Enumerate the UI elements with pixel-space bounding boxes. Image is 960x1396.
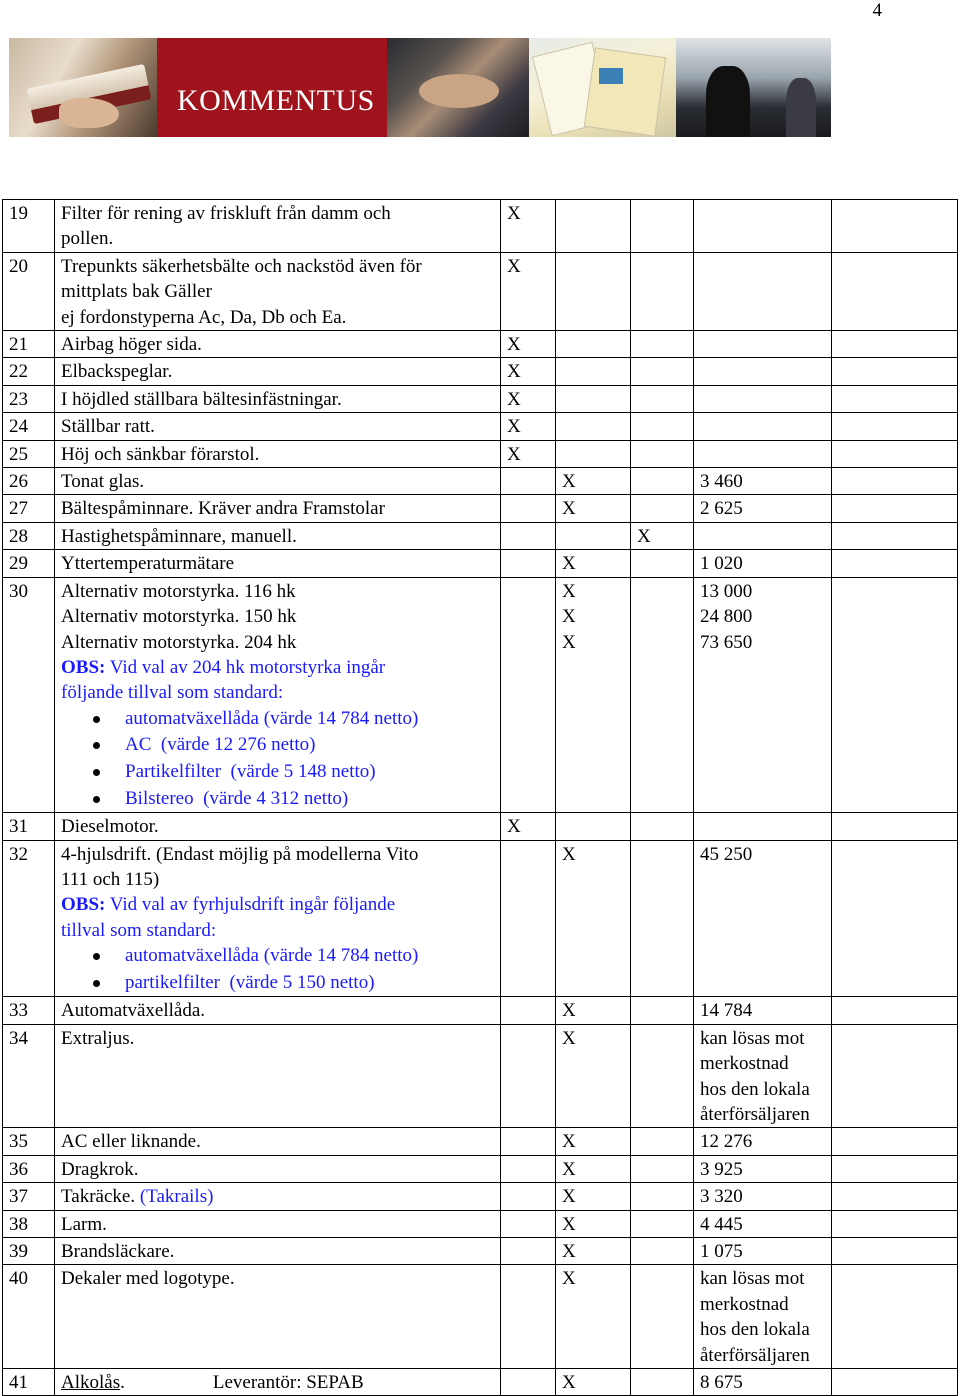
row-description bbox=[55, 522, 501, 549]
table-row bbox=[3, 495, 958, 522]
text-line bbox=[61, 1184, 500, 1209]
row-description bbox=[55, 358, 501, 385]
text-line: hos den lokala bbox=[700, 1078, 810, 1100]
row-price bbox=[694, 440, 832, 467]
row-number: 25 bbox=[3, 440, 55, 467]
mark-option: X bbox=[556, 495, 631, 522]
banner-photo-office bbox=[676, 38, 831, 137]
empty-cell bbox=[832, 1183, 958, 1210]
row-price bbox=[694, 813, 832, 840]
mark-other: X bbox=[631, 522, 694, 549]
text-line: 14 784 bbox=[700, 1000, 753, 1022]
table-row bbox=[3, 1237, 958, 1264]
empty-cell bbox=[832, 1128, 958, 1155]
row-price bbox=[694, 997, 832, 1024]
mark-standard bbox=[501, 522, 556, 549]
row-description bbox=[55, 1210, 501, 1237]
text-line: Dekaler med logotype. bbox=[61, 1268, 235, 1290]
table-row bbox=[3, 358, 958, 385]
row-description bbox=[55, 1369, 501, 1396]
row-price bbox=[694, 495, 832, 522]
mark-option: X bbox=[556, 468, 631, 495]
empty-cell bbox=[832, 1237, 958, 1264]
note-label: OBS: bbox=[61, 894, 106, 916]
list-item-text: AC (värde 12 276 netto) bbox=[125, 734, 316, 756]
text-line: X bbox=[562, 580, 576, 602]
text-line: Elbackspeglar. bbox=[61, 361, 173, 383]
bullet-icon bbox=[93, 742, 100, 749]
mark-standard bbox=[501, 577, 556, 812]
banner-photo-documents bbox=[529, 38, 676, 137]
list-item bbox=[61, 786, 500, 813]
row-price bbox=[694, 413, 832, 440]
empty-cell bbox=[832, 200, 958, 253]
empty-cell bbox=[832, 813, 958, 840]
brand-name: KOMMENTUS bbox=[177, 84, 375, 117]
row-price bbox=[694, 1369, 832, 1396]
mark-standard: X bbox=[501, 200, 556, 253]
mark-standard bbox=[501, 1369, 556, 1396]
list-item-text: Partikelfilter (värde 5 148 netto) bbox=[125, 760, 376, 782]
mark-other bbox=[631, 331, 694, 358]
text-line: ej fordonstyperna Ac, Da, Db och Ea. bbox=[61, 306, 347, 328]
text-line: Höj och sänkbar förarstol. bbox=[61, 443, 260, 465]
mark-option bbox=[556, 522, 631, 549]
row-number: 34 bbox=[3, 1024, 55, 1128]
row-number: 24 bbox=[3, 413, 55, 440]
mark-option bbox=[556, 200, 631, 253]
row-description bbox=[55, 1265, 501, 1369]
mark-option bbox=[556, 331, 631, 358]
list-item-text: partikelfilter (värde 5 150 netto) bbox=[125, 971, 375, 993]
row-price bbox=[694, 252, 832, 330]
page-number: 4 bbox=[872, 0, 882, 21]
row-number: 36 bbox=[3, 1155, 55, 1182]
table-row bbox=[3, 440, 958, 467]
row-number: 21 bbox=[3, 331, 55, 358]
empty-cell bbox=[832, 1024, 958, 1128]
mark-other bbox=[631, 1265, 694, 1369]
text-line: Yttertemperaturmätare bbox=[61, 553, 235, 575]
mark-other bbox=[631, 1155, 694, 1182]
text-line: hos den lokala bbox=[700, 1319, 810, 1341]
row-description bbox=[55, 840, 501, 997]
mark-option: X bbox=[556, 840, 631, 997]
mark-option bbox=[556, 358, 631, 385]
row-number: 32 bbox=[3, 840, 55, 997]
mark-standard: X bbox=[501, 385, 556, 412]
row-description bbox=[55, 468, 501, 495]
row-number: 37 bbox=[3, 1183, 55, 1210]
row-price bbox=[694, 1237, 832, 1264]
text-line: Bältespåminnare. Kräver andra Framstolar bbox=[61, 498, 385, 520]
empty-cell bbox=[832, 358, 958, 385]
options-table bbox=[2, 199, 958, 1396]
text-line: Alternativ motorstyrka. 204 hk bbox=[61, 631, 297, 653]
table-row bbox=[3, 331, 958, 358]
empty-cell bbox=[832, 522, 958, 549]
list-item bbox=[61, 706, 500, 733]
mark-other bbox=[631, 550, 694, 577]
empty-cell bbox=[832, 1155, 958, 1182]
mark-standard bbox=[501, 1210, 556, 1237]
text-line: 24 800 bbox=[700, 606, 753, 628]
mark-standard: X bbox=[501, 331, 556, 358]
text-line: 3 320 bbox=[700, 1186, 743, 1208]
row-number: 22 bbox=[3, 358, 55, 385]
table-row bbox=[3, 1369, 958, 1396]
mark-standard bbox=[501, 550, 556, 577]
item-punct: . bbox=[120, 1372, 125, 1393]
empty-cell bbox=[832, 577, 958, 812]
empty-cell bbox=[832, 1210, 958, 1237]
text-line: Dieselmotor. bbox=[61, 816, 159, 838]
mark-standard: X bbox=[501, 440, 556, 467]
text-line: 111 och 115) bbox=[61, 868, 160, 890]
mark-other bbox=[631, 1128, 694, 1155]
row-number: 31 bbox=[3, 813, 55, 840]
row-price bbox=[694, 840, 832, 997]
text-line: X bbox=[562, 631, 576, 653]
row-price bbox=[694, 1265, 832, 1369]
text-line: 8 675 bbox=[700, 1372, 743, 1393]
mark-other bbox=[631, 813, 694, 840]
brand-logo bbox=[157, 38, 387, 137]
text-line: återförsäljaren bbox=[700, 1103, 810, 1125]
mark-standard bbox=[501, 468, 556, 495]
text-line: Trepunkts säkerhetsbälte och nackstöd även för bbox=[61, 255, 422, 277]
text-line: Larm. bbox=[61, 1213, 107, 1235]
table-row bbox=[3, 1024, 958, 1128]
row-number: 20 bbox=[3, 252, 55, 330]
text-line: 1 075 bbox=[700, 1240, 743, 1262]
mark-option bbox=[556, 413, 631, 440]
table-row bbox=[3, 997, 958, 1024]
text-line: 3 460 bbox=[700, 471, 743, 493]
row-description bbox=[55, 440, 501, 467]
row-price bbox=[694, 331, 832, 358]
empty-cell bbox=[832, 440, 958, 467]
mark-other bbox=[631, 440, 694, 467]
mark-standard bbox=[501, 1024, 556, 1128]
item-note: (Takrails) bbox=[139, 1186, 214, 1208]
mark-option: X bbox=[556, 1210, 631, 1237]
mark-other bbox=[631, 252, 694, 330]
mark-other bbox=[631, 385, 694, 412]
row-description bbox=[55, 413, 501, 440]
included-options-list bbox=[61, 706, 500, 812]
list-item bbox=[61, 943, 500, 970]
text-line: kan lösas mot bbox=[700, 1268, 805, 1290]
list-item bbox=[61, 759, 500, 786]
bullet-icon bbox=[93, 796, 100, 803]
mark-option: X bbox=[556, 550, 631, 577]
mark-option: X bbox=[556, 997, 631, 1024]
text-line: 73 650 bbox=[700, 631, 753, 653]
row-price bbox=[694, 1155, 832, 1182]
text-line: Extraljus. bbox=[61, 1027, 135, 1049]
note-text: Vid val av 204 hk motorstyrka ingår bbox=[105, 656, 386, 678]
mark-other bbox=[631, 358, 694, 385]
text-line: 1 020 bbox=[700, 553, 743, 575]
list-item bbox=[61, 970, 500, 997]
text-line: Tonat glas. bbox=[61, 471, 145, 493]
empty-cell bbox=[832, 997, 958, 1024]
row-description bbox=[55, 495, 501, 522]
row-price bbox=[694, 1183, 832, 1210]
mark-other bbox=[631, 1369, 694, 1396]
mark-option: X bbox=[556, 1237, 631, 1264]
text-line: merkostnad bbox=[700, 1053, 789, 1075]
row-price bbox=[694, 522, 832, 549]
mark-standard: X bbox=[501, 813, 556, 840]
note-text: Vid val av fyrhjulsdrift ingår följande bbox=[105, 894, 396, 916]
table-row bbox=[3, 1128, 958, 1155]
mark-standard: X bbox=[501, 252, 556, 330]
mark-option: X bbox=[556, 1369, 631, 1396]
empty-cell bbox=[832, 331, 958, 358]
mark-option bbox=[556, 440, 631, 467]
included-options-list bbox=[61, 943, 500, 996]
mark-other bbox=[631, 840, 694, 997]
text-line: tillval som standard: bbox=[61, 919, 217, 941]
note-line bbox=[61, 655, 500, 680]
empty-cell bbox=[832, 550, 958, 577]
bullet-icon bbox=[93, 980, 100, 987]
text-line: 3 925 bbox=[700, 1158, 743, 1180]
row-price bbox=[694, 385, 832, 412]
table-row bbox=[3, 1183, 958, 1210]
row-number: 30 bbox=[3, 577, 55, 812]
text-line: 4-hjulsdrift. (Endast möjlig på modellerna Vito bbox=[61, 843, 419, 865]
mark-standard: X bbox=[501, 358, 556, 385]
row-number: 29 bbox=[3, 550, 55, 577]
row-description bbox=[55, 252, 501, 330]
item-link[interactable]: Alkolås bbox=[61, 1372, 121, 1393]
table-row bbox=[3, 840, 958, 997]
mark-standard bbox=[501, 1183, 556, 1210]
mark-other bbox=[631, 413, 694, 440]
mark-standard bbox=[501, 997, 556, 1024]
table-row bbox=[3, 413, 958, 440]
text-line: X bbox=[562, 606, 576, 628]
mark-other bbox=[631, 495, 694, 522]
row-number: 35 bbox=[3, 1128, 55, 1155]
row-description bbox=[55, 331, 501, 358]
table-row bbox=[3, 252, 958, 330]
row-price bbox=[694, 468, 832, 495]
bullet-icon bbox=[93, 769, 100, 776]
row-description bbox=[55, 1128, 501, 1155]
table-row bbox=[3, 550, 958, 577]
mark-standard bbox=[501, 1265, 556, 1369]
empty-cell bbox=[832, 252, 958, 330]
text-line: 2 625 bbox=[700, 498, 743, 520]
mark-other bbox=[631, 1210, 694, 1237]
row-number: 38 bbox=[3, 1210, 55, 1237]
row-price bbox=[694, 1024, 832, 1128]
mark-standard bbox=[501, 1128, 556, 1155]
mark-other bbox=[631, 1183, 694, 1210]
supplier-text: Leverantör: SEPAB bbox=[212, 1372, 364, 1393]
mark-option bbox=[556, 252, 631, 330]
mark-other bbox=[631, 200, 694, 253]
mark-option bbox=[556, 577, 631, 812]
text-line: 4 445 bbox=[700, 1213, 743, 1235]
mark-option bbox=[556, 813, 631, 840]
mark-option: X bbox=[556, 1155, 631, 1182]
mark-option: X bbox=[556, 1183, 631, 1210]
row-price bbox=[694, 358, 832, 385]
text-line: återförsäljaren bbox=[700, 1344, 810, 1366]
text-line bbox=[61, 1370, 500, 1395]
text-line: mittplats bak Gäller bbox=[61, 281, 212, 303]
empty-cell bbox=[832, 1265, 958, 1369]
text-line: Airbag höger sida. bbox=[61, 334, 202, 356]
row-price bbox=[694, 550, 832, 577]
row-number: 19 bbox=[3, 200, 55, 253]
text-line: följande tillval som standard: bbox=[61, 682, 284, 704]
row-number: 40 bbox=[3, 1265, 55, 1369]
empty-cell bbox=[832, 495, 958, 522]
bullet-icon bbox=[93, 953, 100, 960]
list-item-text: automatväxellåda (värde 14 784 netto) bbox=[125, 945, 419, 967]
row-description bbox=[55, 200, 501, 253]
mark-standard bbox=[501, 1155, 556, 1182]
table-row bbox=[3, 1265, 958, 1369]
row-description bbox=[55, 577, 501, 812]
text-line: 12 276 bbox=[700, 1131, 753, 1153]
row-price bbox=[694, 577, 832, 812]
row-description bbox=[55, 550, 501, 577]
list-item-text: automatväxellåda (värde 14 784 netto) bbox=[125, 707, 419, 729]
text-line: AC eller liknande. bbox=[61, 1131, 201, 1153]
table-row bbox=[3, 468, 958, 495]
mark-standard bbox=[501, 840, 556, 997]
row-price bbox=[694, 200, 832, 253]
mark-option: X bbox=[556, 1265, 631, 1369]
mark-other bbox=[631, 577, 694, 812]
text-line: Hastighetspåminnare, manuell. bbox=[61, 525, 297, 547]
bullet-icon bbox=[93, 716, 100, 723]
row-description bbox=[55, 997, 501, 1024]
row-description bbox=[55, 1237, 501, 1264]
text-line: pollen. bbox=[61, 228, 114, 250]
table-row bbox=[3, 577, 958, 812]
empty-cell bbox=[832, 413, 958, 440]
table-row bbox=[3, 522, 958, 549]
row-number: 39 bbox=[3, 1237, 55, 1264]
table-row bbox=[3, 385, 958, 412]
text-line: Alternativ motorstyrka. 116 hk bbox=[61, 580, 296, 602]
mark-other bbox=[631, 997, 694, 1024]
row-number: 28 bbox=[3, 522, 55, 549]
table-row bbox=[3, 1210, 958, 1237]
note-label: OBS: bbox=[61, 656, 106, 678]
row-price bbox=[694, 1128, 832, 1155]
text-line: I höjdled ställbara bältesinfästningar. bbox=[61, 388, 342, 410]
mark-option bbox=[556, 385, 631, 412]
banner-photo-book bbox=[9, 38, 157, 137]
row-description bbox=[55, 813, 501, 840]
table-row bbox=[3, 813, 958, 840]
empty-cell bbox=[832, 840, 958, 997]
text-line: Alternativ motorstyrka. 150 hk bbox=[61, 606, 297, 628]
list-item bbox=[61, 732, 500, 759]
text-line: Ställbar ratt. bbox=[61, 416, 155, 438]
banner-photo-handshake bbox=[387, 38, 529, 137]
row-price bbox=[694, 1210, 832, 1237]
table-row bbox=[3, 200, 958, 253]
row-description bbox=[55, 385, 501, 412]
row-number: 27 bbox=[3, 495, 55, 522]
mark-option: X bbox=[556, 1128, 631, 1155]
row-number: 33 bbox=[3, 997, 55, 1024]
text-line: Automatväxellåda. bbox=[61, 1000, 206, 1022]
text-line: merkostnad bbox=[700, 1293, 789, 1315]
list-item-text: Bilstereo (värde 4 312 netto) bbox=[125, 787, 349, 809]
mark-other bbox=[631, 1024, 694, 1128]
mark-standard: X bbox=[501, 413, 556, 440]
mark-other bbox=[631, 1237, 694, 1264]
mark-standard bbox=[501, 1237, 556, 1264]
table-row bbox=[3, 1155, 958, 1182]
note-line bbox=[61, 892, 500, 917]
text-line: 45 250 bbox=[700, 843, 753, 865]
row-description bbox=[55, 1183, 501, 1210]
text-line: Dragkrok. bbox=[61, 1158, 139, 1180]
row-number: 23 bbox=[3, 385, 55, 412]
header-banner bbox=[9, 38, 831, 137]
text-line: kan lösas mot bbox=[700, 1027, 805, 1049]
row-number: 41 bbox=[3, 1369, 55, 1396]
row-description bbox=[55, 1024, 501, 1128]
row-description bbox=[55, 1155, 501, 1182]
item-name: Takräcke. bbox=[61, 1186, 136, 1208]
mark-option: X bbox=[556, 1024, 631, 1128]
mark-other bbox=[631, 468, 694, 495]
text-line: 13 000 bbox=[700, 580, 753, 602]
empty-cell bbox=[832, 385, 958, 412]
mark-standard bbox=[501, 495, 556, 522]
text-line: Filter för rening av friskluft från damm och bbox=[61, 203, 391, 224]
empty-cell bbox=[832, 468, 958, 495]
row-number: 26 bbox=[3, 468, 55, 495]
empty-cell bbox=[832, 1369, 958, 1396]
text-line: Brandsläckare. bbox=[61, 1240, 175, 1262]
